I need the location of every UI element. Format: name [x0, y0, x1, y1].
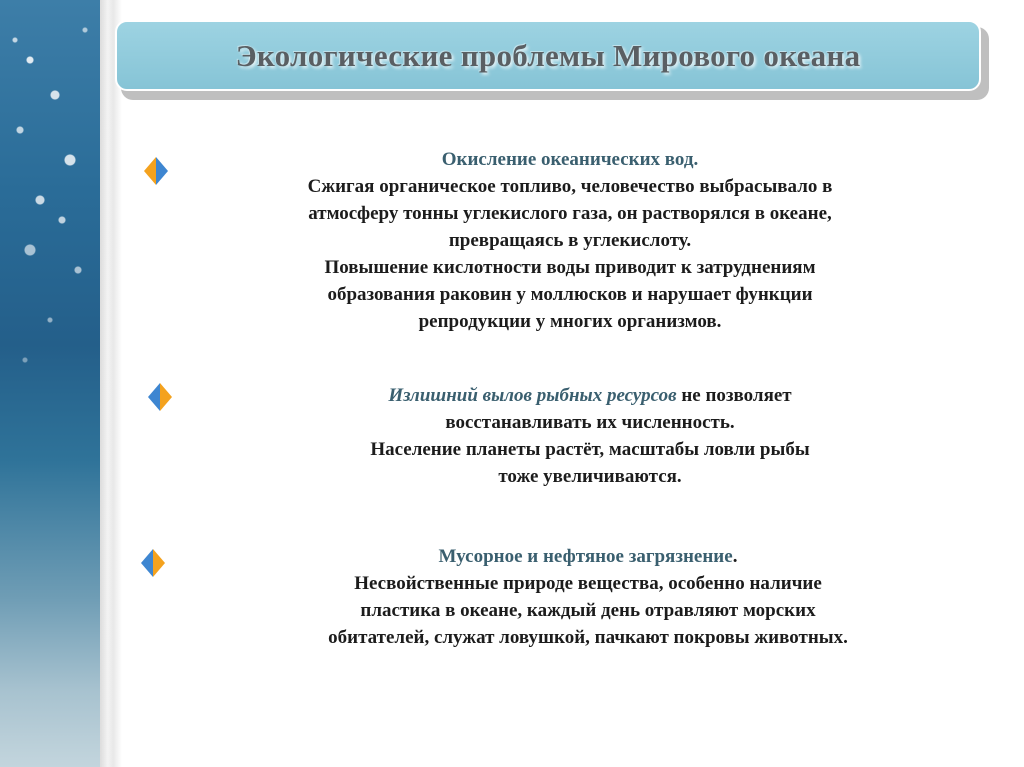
- item-pollution: [238, 543, 938, 651]
- title-box: [115, 20, 981, 91]
- item-line: пластика в океане, каждый день отравляют морских: [360, 600, 816, 621]
- item-line: Несвойственные природе вещества, особенно наличие: [354, 573, 822, 594]
- item-heading-tail: не позволяет: [676, 385, 792, 406]
- diamond-bullet-icon: [143, 156, 169, 186]
- item-heading-line: [250, 382, 930, 409]
- item-overfishing: [250, 382, 930, 490]
- item-line: обитателей, служат ловушкой, пачкают покровы животных.: [328, 627, 848, 648]
- item-line: Повышение кислотности воды приводит к затруднениям: [324, 257, 816, 278]
- item-line: тоже увеличиваются.: [498, 466, 682, 487]
- strip-edge: [100, 0, 122, 767]
- item-heading: Излишний вылов рыбных ресурсов: [388, 385, 677, 406]
- item-heading: Окисление океанических вод.: [441, 149, 699, 170]
- item-heading-tail: .: [732, 546, 738, 567]
- item-line: репродукции у многих организмов.: [418, 311, 722, 332]
- item-line: атмосферу тонны углекислого газа, он растворялся в океане,: [308, 203, 832, 224]
- item-line: образования раковин у моллюсков и нарушает функции: [327, 284, 813, 305]
- item-line: Население планеты растёт, масштабы ловли рыбы: [370, 439, 810, 460]
- slide-title: Экологические проблемы Мирового океана: [235, 37, 861, 73]
- item-line: превращаясь в углекислоту.: [448, 230, 692, 251]
- item-acidification: [230, 146, 910, 335]
- item-line: Сжигая органическое топливо, человечество выбрасывало в: [307, 176, 833, 197]
- item-heading: Мусорное и нефтяное загрязнение: [438, 546, 733, 567]
- item-heading-line: [238, 543, 938, 570]
- ocean-image-strip: [0, 0, 100, 767]
- diamond-bullet-icon: [140, 548, 166, 578]
- item-line: восстанавливать их численность.: [445, 412, 735, 433]
- diamond-bullet-icon: [147, 382, 173, 412]
